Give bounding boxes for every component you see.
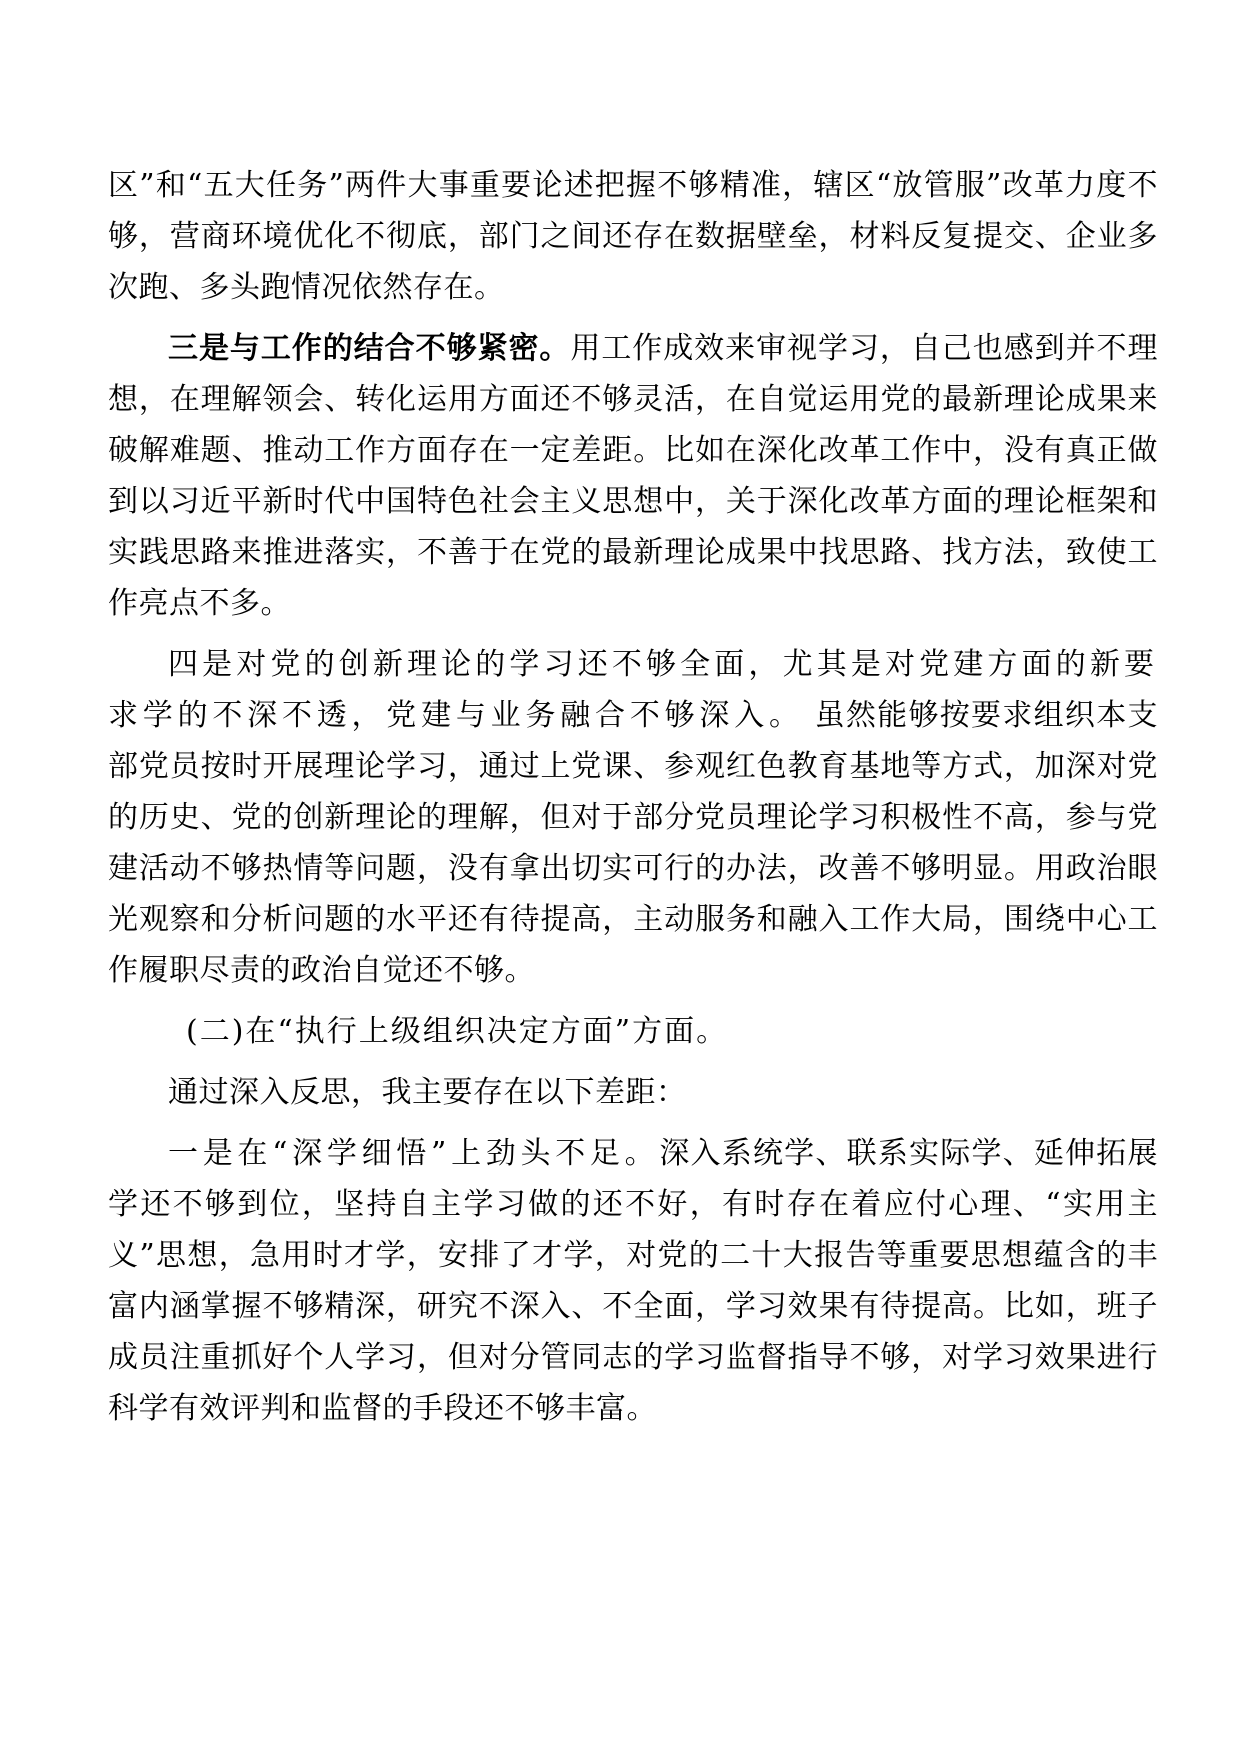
paragraph-reflection-intro: 通过深入反思，我主要存在以下差距： (168, 1075, 687, 1110)
fourth-point-body: 虽然能够按要求组织本支部党员按时开展理论学习，通过上党课、参观红色教育基地等方式，加深对党的历史、党的创新理论的理解，但对于部分党员理论学习积极性不高，参与党建活动不够热情等问题，没有拿出切实可行的办法，改善不够明显。用政治眼光观察和分析问题的水平还有待提高，主动服务和融入工作大局，围绕中心工作履职尽责的政治自觉还不够。 (108, 698, 1158, 988)
first-point-lead: 一是在“深学细悟”上劲头不足。 (168, 1136, 660, 1171)
third-point-lead: 三是与工作的结合不够紧密。 (168, 331, 571, 366)
paragraph-third-point (108, 323, 1158, 629)
document-page (108, 160, 1158, 1444)
fourth-point-lead: 四是对党的创新理论的学习还不够全面，尤其是对党建方面的新要求学的不深不透，党建与业务融合不够深入。 (108, 647, 1158, 733)
first-point-body: 深入系统学、联系实际学、延伸拓展学还不够到位，坚持自主学习做的还不好，有时存在着应付心理、“实用主义”思想，急用时才学，安排了才学，对党的二十大报告等重要思想蕴含的丰富内涵掌握不够精深，研究不深入、不全面，学习效果有待提高。比如，班子成员注重抓好个人学习，但对分管同志的学习监督指导不够，对学习效果进行科学有效评判和监督的手段还不够丰富。 (108, 1136, 1158, 1426)
third-point-body: 用工作成效来审视学习，自己也感到并不理想，在理解领会、转化运用方面还不够灵活，在自觉运用党的最新理论成果来破解难题、推动工作方面存在一定差距。比如在深化改革工作中，没有真正做到以习近平新时代中国特色社会主义思想中，关于深化改革方面的理论框架和实践思路来推进落实，不善于在党的最新理论成果中找思路、找方法，致使工作亮点不多。 (108, 331, 1159, 621)
section-heading-2: (二)在“执行上级组织决定方面”方面。 (186, 1014, 729, 1049)
paragraph-continuation: 区”和“五大任务”两件大事重要论述把握不够精准，辖区“放管服”改革力度不够，营商环境优化不彻底，部门之间还存在数据壁垒，材料反复提交、企业多次跑、多头跑情况依然存在。 (108, 168, 1158, 305)
paragraph-fourth-point (108, 639, 1158, 996)
paragraph-first-point (108, 1128, 1158, 1434)
